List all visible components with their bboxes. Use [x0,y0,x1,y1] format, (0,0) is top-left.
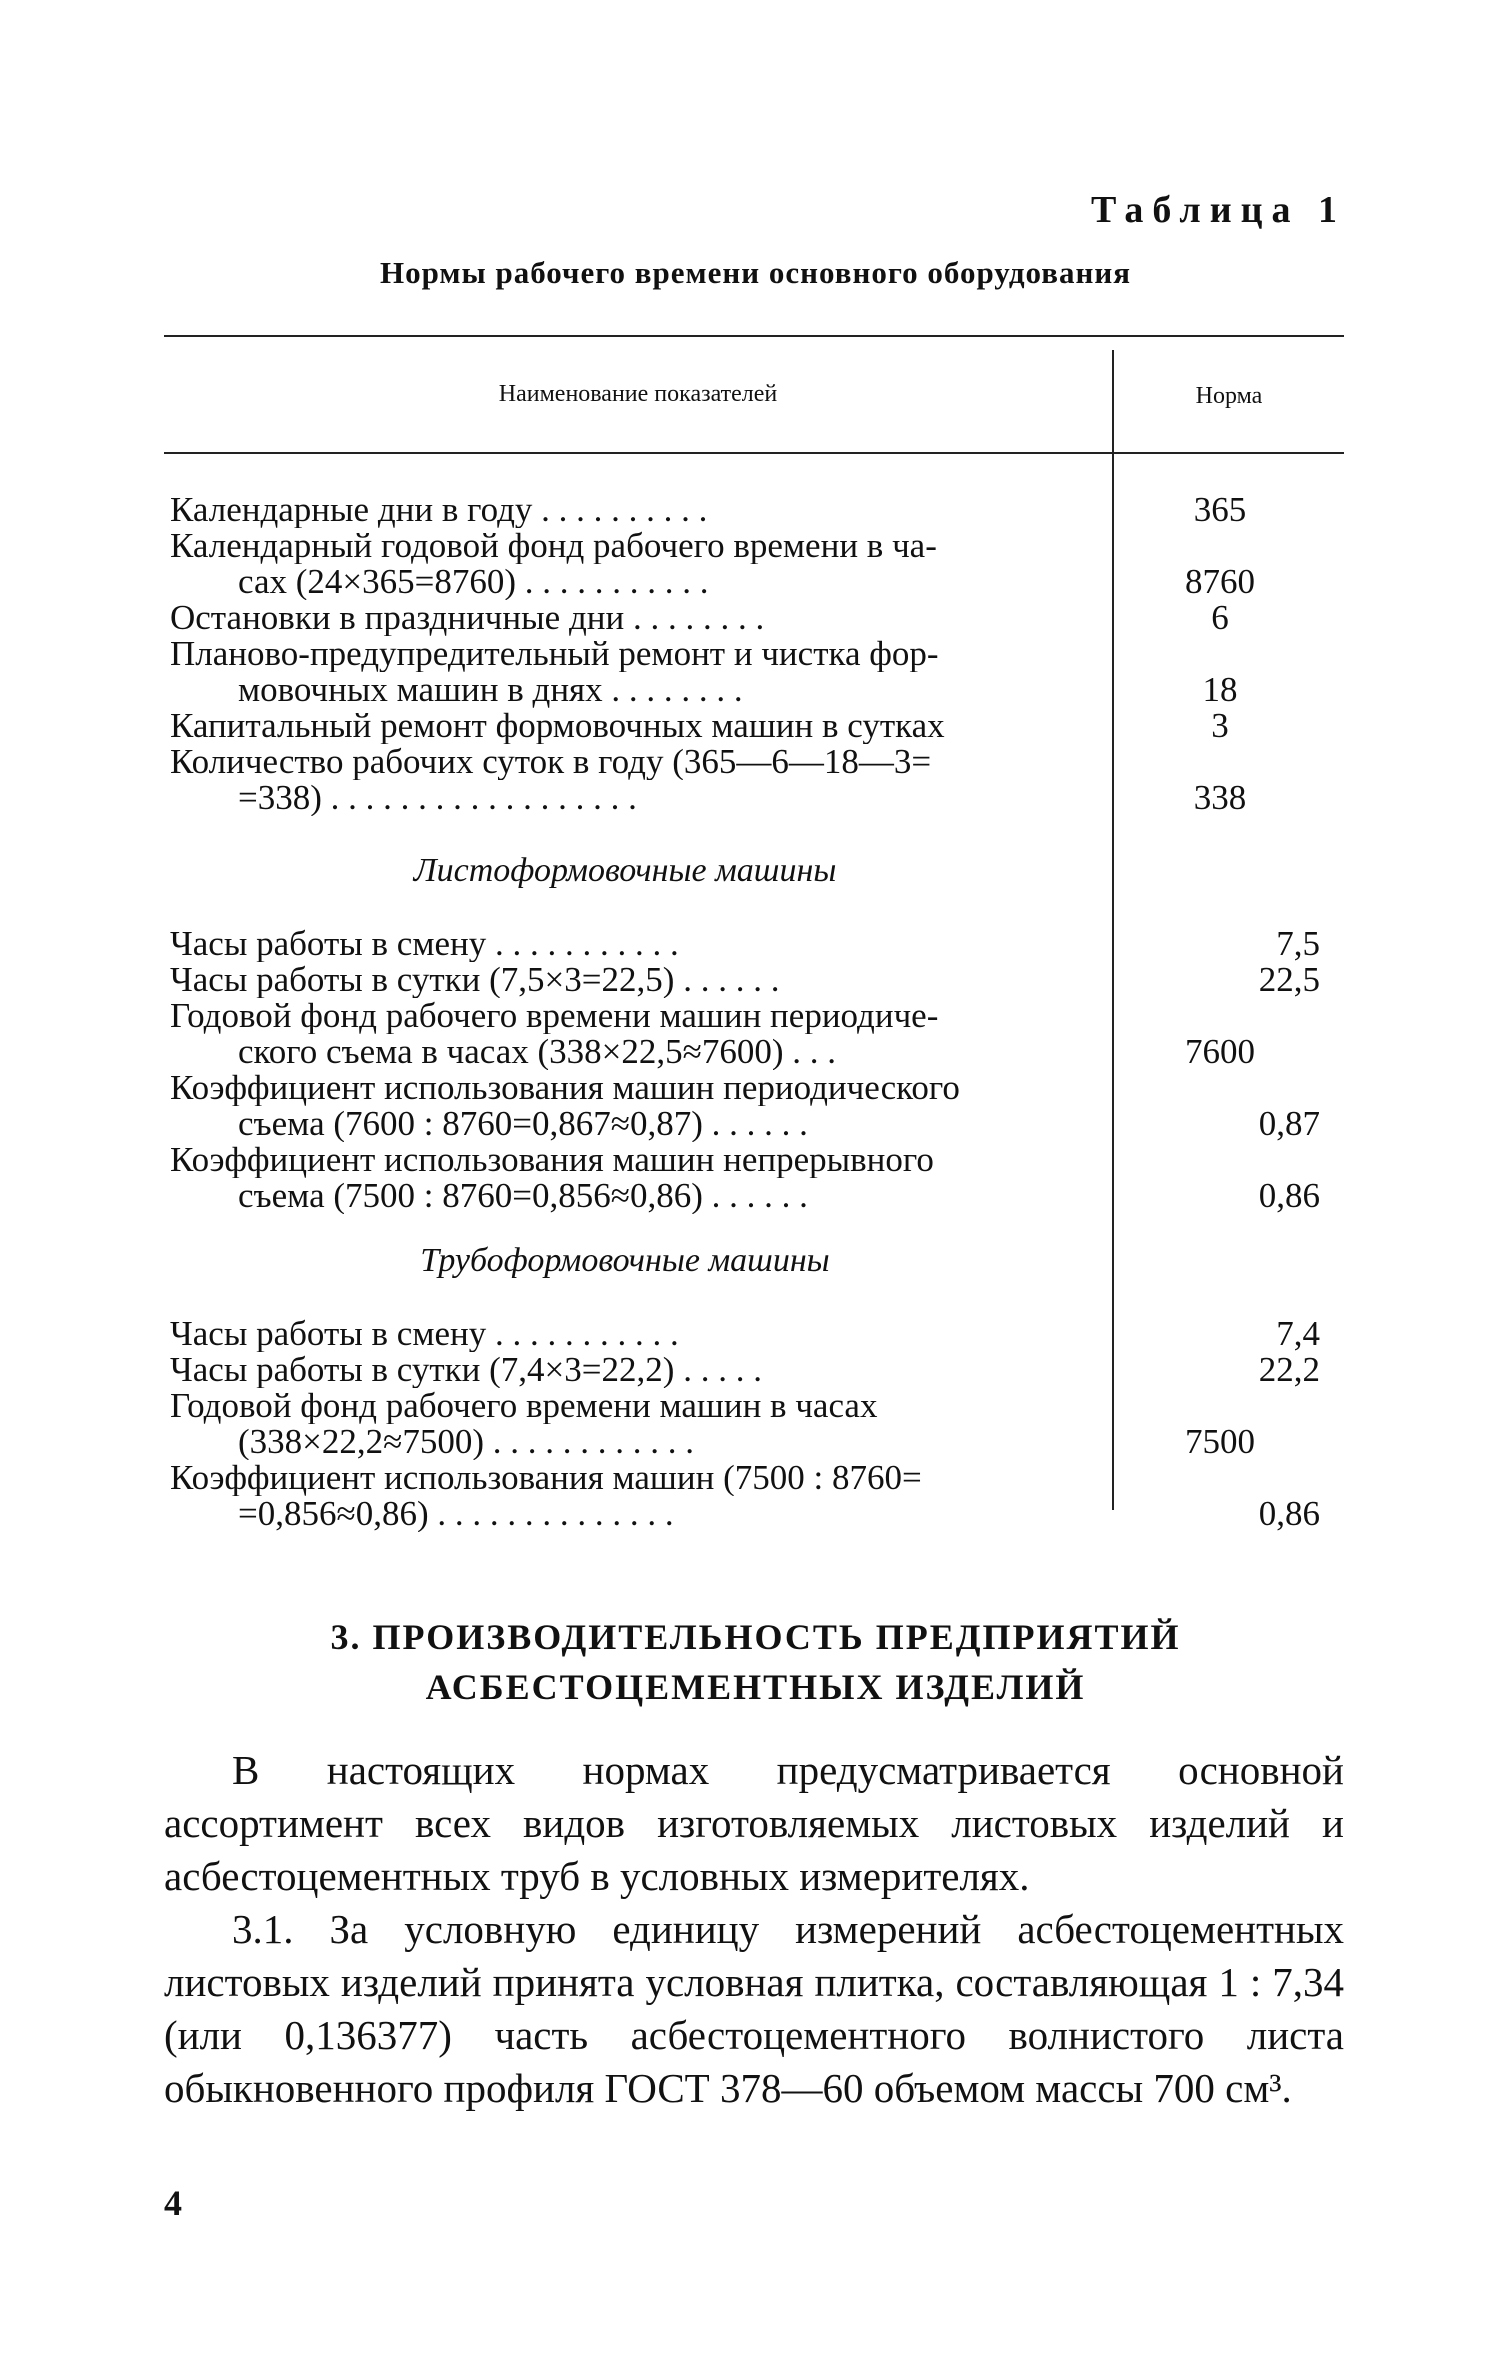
table-row-value: 22,2 [1258,1350,1320,1389]
page-number: 4 [164,2183,182,2223]
table-row-text: съема (7500 : 8760=0,856≈0,86) . . . . . . [238,1178,808,1214]
table-row-value: 7500 [1185,1422,1255,1461]
table-row-value: 365 [1193,490,1247,529]
paragraph-1 [164,1744,1344,1903]
table-row-text: Капитальный ремонт формовочных машин в сутках [170,708,945,744]
table-row-text: Часы работы в смену . . . . . . . . . . . [170,926,679,962]
table-row-text: =338) . . . . . . . . . . . . . . . . . . [238,780,637,816]
table-row-value: 0,86 [1258,1176,1320,1215]
table-row-text: Календарные дни в году . . . . . . . . . . [170,492,708,528]
table-row-value: 338 [1193,778,1247,817]
table-row-text: съема (7600 : 8760=0,867≈0,87) . . . . . . [238,1106,808,1142]
table-row-value: 8760 [1185,562,1255,601]
table-title: Нормы рабочего времени основного оборудования [380,255,1131,290]
table-row-value: 7600 [1185,1032,1255,1071]
paragraph-2 [164,1903,1344,2115]
table-row-text: Коэффициент использования машин непрерывного [170,1142,934,1178]
section-heading-line1: 3. ПРОИЗВОДИТЕЛЬНОСТЬ ПРЕДПРИЯТИЙ [330,1617,1181,1657]
table-row-text: Остановки в праздничные дни . . . . . . . . [170,600,765,636]
table-column-divider [1112,350,1114,1510]
table-row-text: Планово-предупредительный ремонт и чистка фор- [170,636,939,672]
table-row-value: 7,4 [1276,1314,1320,1353]
table-row-value: 0,86 [1258,1494,1320,1533]
table-top-rule [164,335,1344,337]
section-label-sheet: Листоформовочные машины [413,852,837,889]
header-norm: Норма [1195,383,1263,409]
table-row-text: Часы работы в сутки (7,4×3=22,2) . . . . . [170,1352,762,1388]
table-row-text: Часы работы в смену . . . . . . . . . . . [170,1316,679,1352]
table-row-value: 6 [1211,598,1229,637]
table-row-text: Коэффициент использования машин периодического [170,1070,960,1106]
table-header-rule [164,452,1344,454]
table-row-text: ского съема в часах (338×22,5≈7600) . . . [238,1034,837,1070]
table-row-text: (338×22,2≈7500) . . . . . . . . . . . . [238,1424,695,1460]
table-row-value: 0,87 [1258,1104,1320,1143]
table-row-value: 18 [1202,670,1238,709]
table-row-text: Количество рабочих суток в году (365—6—18—3= [170,744,932,780]
header-name: Наименование показателей [498,381,778,407]
table-row-text: мовочных машин в днях . . . . . . . . [238,672,743,708]
paragraph-1-text: В настоящих нормах предусматривается основной ассортимент всех видов изготовляемых листовых изделий и асбестоцементных труб в условных измерителях. [164,1747,1344,1899]
table-row-text: Годовой фонд рабочего времени машин периодиче- [170,998,939,1034]
table-row-value: 22,5 [1258,960,1320,999]
table-row-value: 3 [1211,706,1229,745]
table-caption: Таблица 1 [1090,189,1346,231]
paragraph-2-text: 3.1. За условную единицу измерений асбестоцементных листовых изделий принята условная плитка, составляющая 1 : 7,34 (или 0,136377) часть асбестоцементного волнистого листа обыкновенного профиля ГОСТ 378—60 объемом массы 700 см³. [164,1906,1344,2111]
section-heading-line2: АСБЕСТОЦЕМЕНТНЫХ ИЗДЕЛИЙ [425,1667,1086,1707]
table-row-text: Коэффициент использования машин (7500 : 8760= [170,1460,922,1496]
table-row-value: 7,5 [1276,924,1320,963]
table-row-text: сах (24×365=8760) . . . . . . . . . . . [238,564,709,600]
table-row-text: Годовой фонд рабочего времени машин в часах [170,1388,878,1424]
table-row-text: =0,856≈0,86) . . . . . . . . . . . . . . [238,1496,674,1532]
table-row-text: Календарный годовой фонд рабочего времени в ча- [170,528,937,564]
table-row-text: Часы работы в сутки (7,5×3=22,5) . . . . . . [170,962,780,998]
section-label-pipe: Трубоформовочные машины [420,1242,830,1279]
